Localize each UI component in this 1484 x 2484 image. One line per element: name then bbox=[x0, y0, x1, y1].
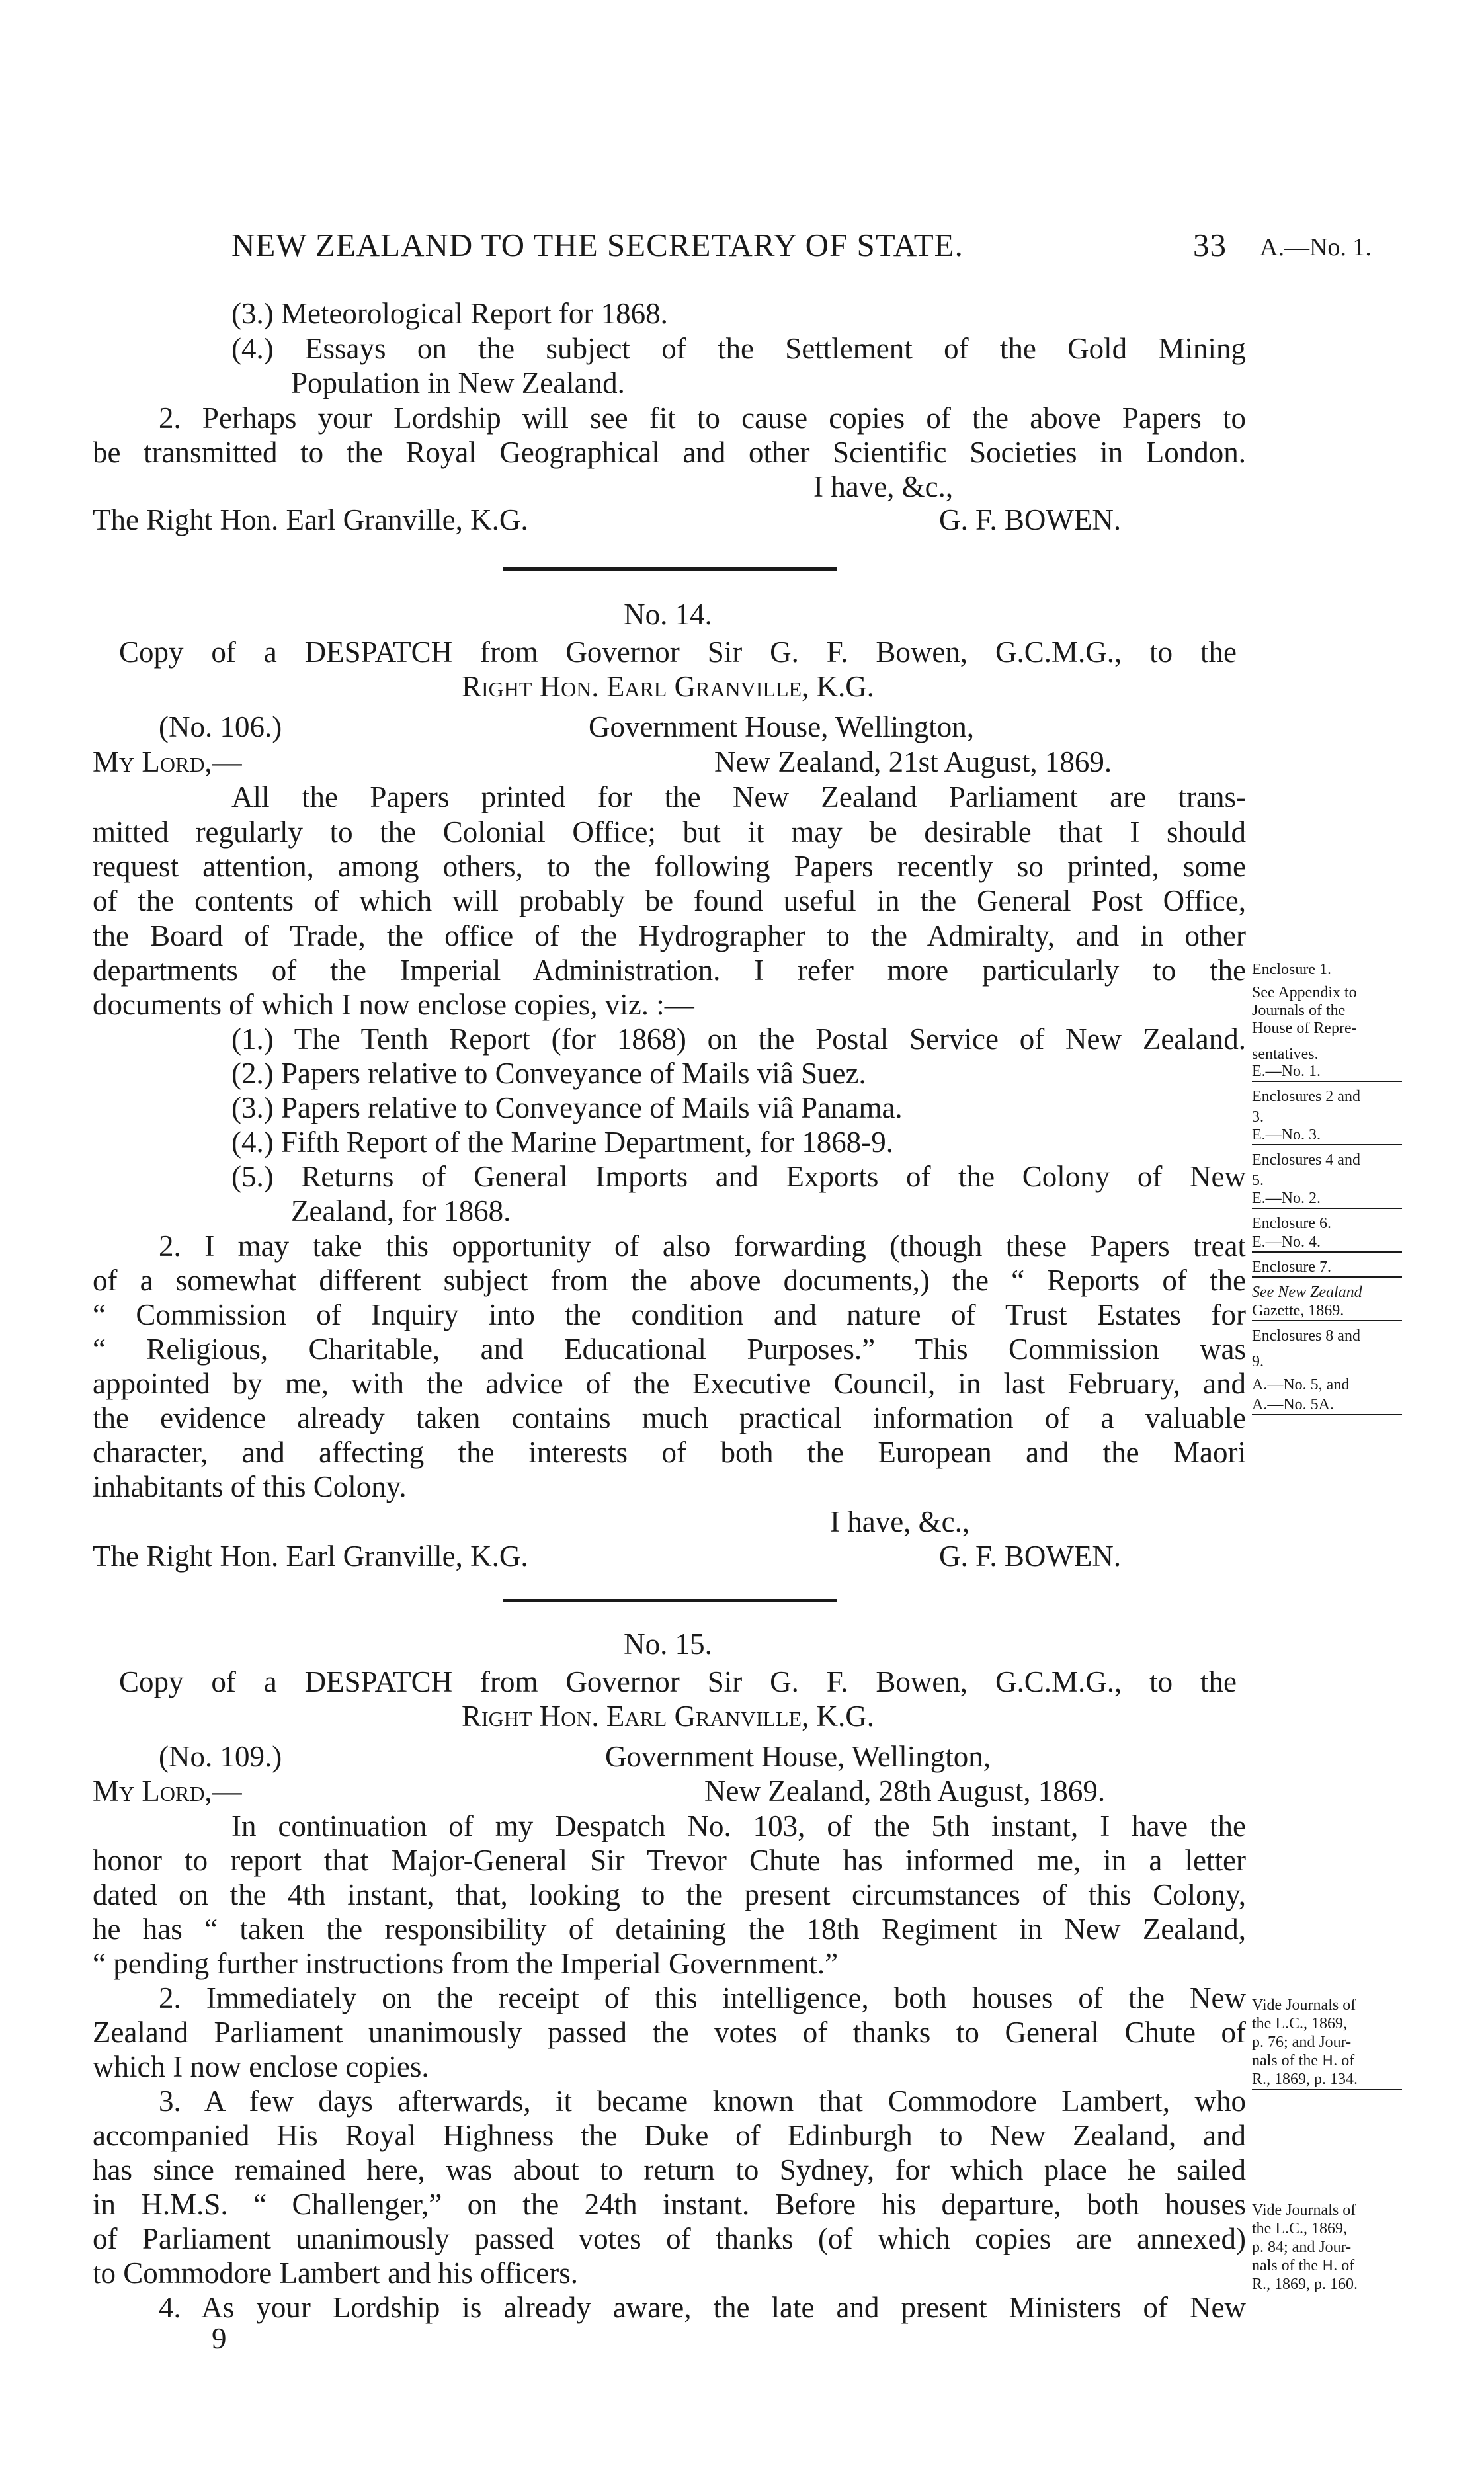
paragraph-line: of a somewhat different subject from the above documents,) the “ Reports of the bbox=[93, 1264, 1246, 1297]
paragraph-line: “ Commission of Inquiry into the condition and nature of Trust Estates for bbox=[93, 1298, 1246, 1331]
list-item: (1.) The Tenth Report (for 1868) on the Postal Service of New Zealand. bbox=[231, 1022, 1246, 1056]
list-item: Population in New Zealand. bbox=[291, 366, 625, 399]
margin-note: the L.C., 1869, bbox=[1252, 2015, 1347, 2032]
addressee: The Right Hon. Earl Granville, K.G. bbox=[93, 1540, 528, 1573]
margin-note: Enclosure 7. bbox=[1252, 1258, 1402, 1278]
running-title: NEW ZEALAND TO THE SECRETARY OF STATE. bbox=[231, 227, 964, 263]
salutation: My Lord,— bbox=[93, 745, 242, 778]
margin-note: 5. bbox=[1252, 1172, 1264, 1189]
margin-note: Gazette, 1869. bbox=[1252, 1302, 1402, 1321]
margin-note: Enclosures 4 and bbox=[1252, 1151, 1360, 1169]
paragraph-line: the evidence already taken contains much practical information of a valuable bbox=[93, 1401, 1246, 1434]
despatch-title: Right Hon. Earl Granville, K.G. bbox=[461, 670, 875, 703]
list-item: (3.) Papers relative to Conveyance of Mails viâ Panama. bbox=[231, 1091, 903, 1124]
paragraph-line: request attention, among others, to the following Papers recently so printed, some bbox=[93, 850, 1246, 883]
paragraph-line: inhabitants of this Colony. bbox=[93, 1470, 407, 1503]
paragraph-line: 2. Perhaps your Lordship will see fit to cause copies of the above Papers to bbox=[159, 401, 1246, 435]
signature-mark: 9 bbox=[212, 2322, 227, 2355]
margin-note: A.—No. 5, and bbox=[1252, 1376, 1350, 1393]
page-number: 33 bbox=[1193, 227, 1227, 263]
despatch-ref: (No. 109.) bbox=[159, 1740, 282, 1773]
paragraph-line: Zealand Parliament unanimously passed the votes of thanks to General Chute of bbox=[93, 2016, 1246, 2049]
paragraph-line: he has “ taken the responsibility of detaining the 18th Regiment in New Zealand, bbox=[93, 1913, 1246, 1946]
margin-note: E.—No. 2. bbox=[1252, 1189, 1402, 1209]
paragraph-line: In continuation of my Despatch No. 103, of the 5th instant, I have the bbox=[231, 1809, 1246, 1842]
margin-note: p. 76; and Jour- bbox=[1252, 2034, 1352, 2051]
despatch-title: Copy of a DESPATCH from Governor Sir G. F. Bowen, G.C.M.G., to the bbox=[119, 636, 1237, 669]
margin-note: nals of the H. of bbox=[1252, 2052, 1355, 2069]
list-item: (2.) Papers relative to Conveyance of Mails viâ Suez. bbox=[231, 1057, 866, 1090]
paragraph-line: “ Religious, Charitable, and Educational Purposes.” This Commission was bbox=[93, 1333, 1246, 1366]
paragraph-line: 2. Immediately on the receipt of this intelligence, both houses of the New bbox=[159, 1981, 1246, 2014]
despatch-title: Copy of a DESPATCH from Governor Sir G. F. Bowen, G.C.M.G., to the bbox=[119, 1665, 1237, 1698]
paragraph-line: honor to report that Major-General Sir Trevor Chute has informed me, in a letter bbox=[93, 1844, 1246, 1877]
margin-note: Enclosures 2 and bbox=[1252, 1088, 1360, 1105]
paragraph-line: of Parliament unanimously passed votes of thanks (of which copies are annexed) bbox=[93, 2222, 1246, 2255]
paragraph-line: documents of which I now enclose copies, viz. :— bbox=[93, 988, 694, 1021]
margin-note: 9. bbox=[1252, 1353, 1264, 1370]
paragraph-line: 2. I may take this opportunity of also forwarding (though these Papers treat bbox=[159, 1229, 1246, 1263]
despatch-place: Government House, Wellington, bbox=[605, 1740, 991, 1773]
paragraph-line: which I now enclose copies. bbox=[93, 2050, 429, 2083]
margin-note: E.—No. 3. bbox=[1252, 1126, 1402, 1145]
margin-note: R., 1869, p. 160. bbox=[1252, 2276, 1358, 2293]
list-item: (5.) Returns of General Imports and Exports of the Colony of New bbox=[231, 1160, 1246, 1193]
margin-note: Enclosure 6. bbox=[1252, 1215, 1331, 1232]
margin-note: House of Repre- bbox=[1252, 1020, 1357, 1037]
margin-note: Enclosures 8 and bbox=[1252, 1327, 1360, 1345]
paragraph-line: has since remained here, was about to return to Sydney, for which place he sailed bbox=[93, 2153, 1246, 2186]
margin-note: E.—No. 1. bbox=[1252, 1062, 1402, 1082]
despatch-number: No. 15. bbox=[624, 1628, 712, 1661]
margin-note: sentatives. bbox=[1252, 1046, 1319, 1063]
paragraph-line: dated on the 4th instant, that, looking to the present circumstances of this Colony, bbox=[93, 1878, 1246, 1911]
paper-id: A.—No. 1. bbox=[1260, 233, 1372, 261]
margin-note: Enclosure 1. bbox=[1252, 961, 1331, 978]
despatch-number: No. 14. bbox=[624, 598, 712, 631]
margin-note: Journals of the bbox=[1252, 1002, 1346, 1019]
closing: I have, &c., bbox=[830, 1505, 970, 1538]
addressee: The Right Hon. Earl Granville, K.G. bbox=[93, 503, 528, 536]
margin-note: E.—No. 4. bbox=[1252, 1233, 1402, 1253]
paragraph-line: the Board of Trade, the office of the Hydrographer to the Admiralty, and in other bbox=[93, 919, 1246, 952]
paragraph-line: 4. As your Lordship is already aware, the late and present Ministers of New bbox=[159, 2291, 1246, 2324]
despatch-date: New Zealand, 21st August, 1869. bbox=[714, 745, 1112, 778]
paragraph-line: to Commodore Lambert and his officers. bbox=[93, 2256, 578, 2290]
margin-note: p. 84; and Jour- bbox=[1252, 2239, 1352, 2256]
despatch-date: New Zealand, 28th August, 1869. bbox=[704, 1774, 1106, 1807]
margin-note: 3. bbox=[1252, 1108, 1264, 1126]
section-divider bbox=[503, 567, 837, 571]
margin-note: See New Zealand bbox=[1252, 1284, 1362, 1301]
margin-note: See Appendix to bbox=[1252, 984, 1357, 1001]
despatch-title: Right Hon. Earl Granville, K.G. bbox=[461, 1700, 875, 1733]
margin-note: R., 1869, p. 134. bbox=[1252, 2070, 1402, 2090]
salutation: My Lord,— bbox=[93, 1774, 242, 1807]
paragraph-line: in H.M.S. “ Challenger,” on the 24th instant. Before his departure, both houses bbox=[93, 2188, 1246, 2221]
list-item: Zealand, for 1868. bbox=[291, 1194, 511, 1227]
despatch-place: Government House, Wellington, bbox=[589, 710, 974, 743]
paragraph-line: departments of the Imperial Administration. I refer more particularly to the bbox=[93, 954, 1246, 987]
margin-note: A.—No. 5A. bbox=[1252, 1395, 1402, 1415]
paragraph-line: 3. A few days afterwards, it became known that Commodore Lambert, who bbox=[159, 2085, 1246, 2118]
paragraph-line: All the Papers printed for the New Zealand Parliament are trans- bbox=[231, 780, 1246, 813]
margin-note: Vide Journals of bbox=[1252, 2202, 1356, 2219]
paragraph-line: be transmitted to the Royal Geographical and other Scientific Societies in London. bbox=[93, 436, 1246, 469]
paragraph-line: mitted regularly to the Colonial Office; but it may be desirable that I should bbox=[93, 815, 1246, 849]
paragraph-line: “ pending further instructions from the Imperial Government.” bbox=[93, 1947, 839, 1980]
margin-note: the L.C., 1869, bbox=[1252, 2220, 1347, 2237]
list-item: (4.) Fifth Report of the Marine Department, for 1868-9. bbox=[231, 1126, 893, 1159]
paragraph-line: accompanied His Royal Highness the Duke of Edinburgh to New Zealand, and bbox=[93, 2119, 1246, 2152]
margin-note: Vide Journals of bbox=[1252, 1997, 1356, 2014]
section-divider bbox=[503, 1599, 837, 1602]
signature: G. F. BOWEN. bbox=[939, 503, 1122, 536]
signature: G. F. BOWEN. bbox=[939, 1540, 1122, 1573]
despatch-ref: (No. 106.) bbox=[159, 710, 282, 743]
list-item: (3.) Meteorological Report for 1868. bbox=[231, 297, 668, 330]
paragraph-line: of the contents of which will probably be found useful in the General Post Office, bbox=[93, 884, 1246, 917]
paragraph-line: appointed by me, with the advice of the Executive Council, in last February, and bbox=[93, 1367, 1246, 1400]
list-item: (4.) Essays on the subject of the Settlement of the Gold Mining bbox=[231, 332, 1246, 365]
closing: I have, &c., bbox=[813, 470, 954, 503]
margin-note: nals of the H. of bbox=[1252, 2257, 1355, 2274]
paragraph-line: character, and affecting the interests of both the European and the Maori bbox=[93, 1436, 1246, 1469]
